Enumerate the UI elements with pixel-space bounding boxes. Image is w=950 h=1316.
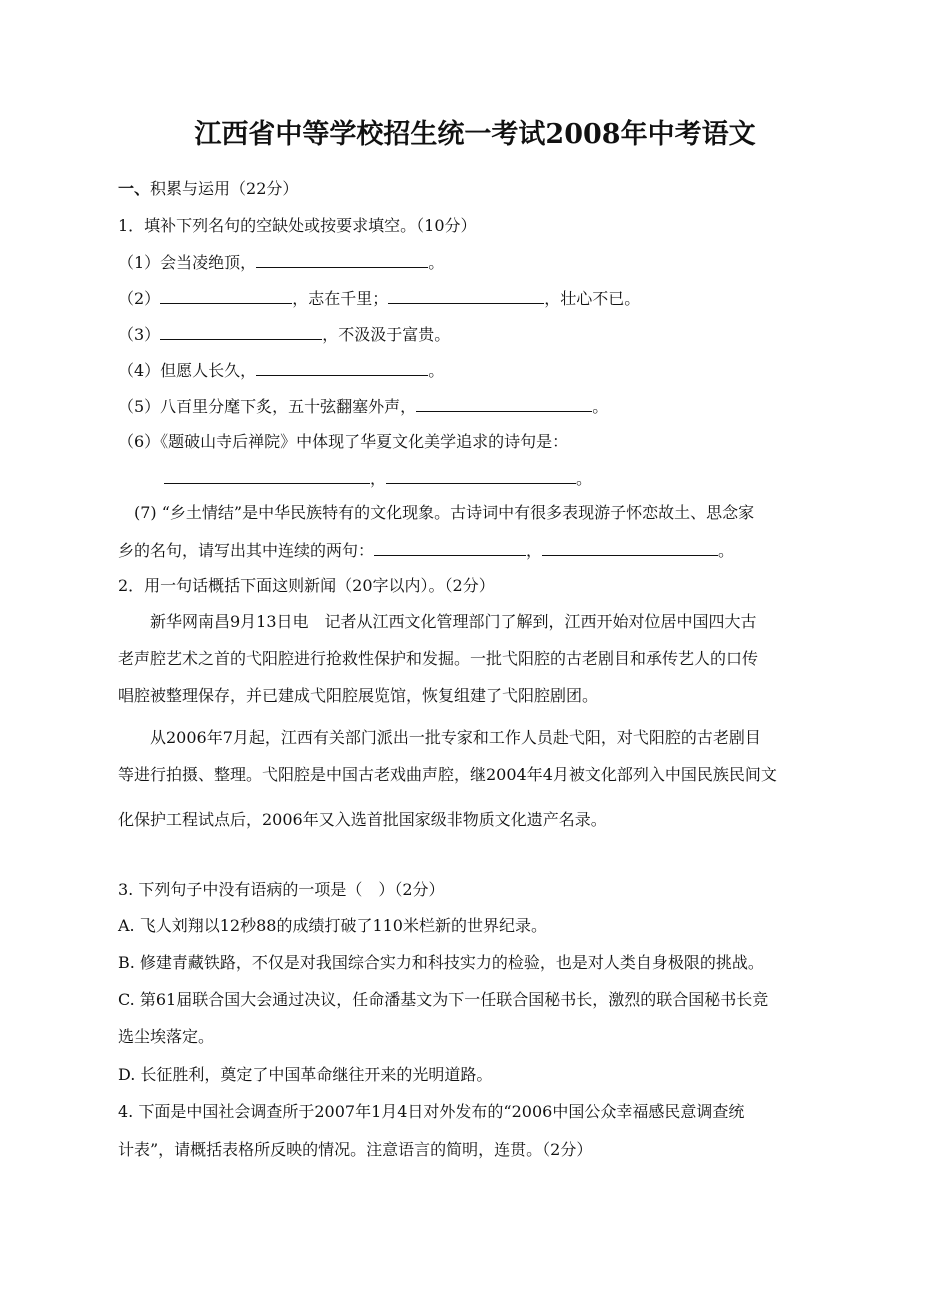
item-text: （5）八百里分麾下炙，五十弦翻塞外声， — [118, 397, 417, 416]
answer-blank — [256, 360, 428, 376]
option-c-continued: 选尘埃落定。 — [118, 1027, 215, 1046]
option-a: A. 飞人刘翔以12秒88的成绩打破了110米栏新的世界纪录。 — [118, 916, 547, 935]
option-d: D. 长征胜利，奠定了中国革命继往开来的光明道路。 — [118, 1065, 493, 1084]
section-heading — [118, 179, 298, 199]
item-text: ，不汲汲于富贵。 — [322, 325, 451, 344]
item-text: 。 — [576, 469, 593, 488]
item-text: 。 — [428, 361, 445, 380]
item-text: ， — [526, 541, 543, 560]
answer-blank — [386, 468, 576, 484]
question-1-item-1 — [118, 252, 444, 273]
news-paragraph-2-line: 化保护工程试点后，2006年又入选首批国家级非物质文化遗产名录。 — [118, 810, 607, 829]
news-paragraph-1-line: 唱腔被整理保存，并已建成弋阳腔展览馆，恢复组建了弋阳腔剧团。 — [118, 686, 599, 705]
item-text: 乡的名句，请写出其中连续的两句： — [118, 541, 375, 560]
answer-blank — [256, 252, 428, 268]
answer-blank — [388, 288, 544, 304]
question-3-stem: 3. 下列句子中没有语病的一项是（ ）（2分） — [118, 880, 445, 899]
answer-blank — [416, 396, 592, 412]
option-c: C. 第61届联合国大会通过决议，任命潘基文为下一任联合国秘书长，激烈的联合国秘书长竞 — [118, 990, 769, 1009]
question-1-item-2 — [118, 288, 640, 309]
page-title: 江西省中等学校招生统一考试2008年中考语文 — [194, 119, 756, 150]
item-text: 。 — [592, 397, 609, 416]
question-4-stem-continued: 计表”，请概括表格所反映的情况。注意语言的简明，连贯。（2分） — [118, 1140, 593, 1159]
item-text: （3） — [118, 325, 161, 344]
item-text: ，志在千里； — [292, 289, 389, 308]
answer-blank — [160, 324, 322, 340]
item-text: 。 — [718, 541, 735, 560]
question-4-stem: 4. 下面是中国社会调查所于2007年1月4日对外发布的“2006中国公众幸福感民意调查统 — [118, 1102, 745, 1121]
question-1-item-6: （6）《题破山寺后禅院》中体现了华夏文化美学追求的诗句是： — [118, 432, 569, 451]
question-1-stem: 1．填补下列名句的空缺处或按要求填空。（10分） — [118, 216, 477, 235]
question-1-item-7-answer — [118, 540, 734, 561]
option-b: B. 修建青藏铁路，不仅是对我国综合实力和科技实力的检验，也是对人类自身极限的挑战。 — [118, 953, 764, 972]
question-1-item-3 — [118, 324, 450, 345]
news-paragraph-2-line: 等进行拍摄、整理。弋阳腔是中国古老戏曲声腔，继2004年4月被文化部列入中国民族民间文 — [118, 765, 777, 784]
item-text: （4）但愿人长久， — [118, 361, 257, 380]
news-paragraph-1-line: 新华网南昌9月13日电 记者从江西文化管理部门了解到，江西开始对位居中国四大古 — [150, 612, 757, 631]
news-paragraph-1-line: 老声腔艺术之首的弋阳腔进行抢救性保护和发掘。一批弋阳腔的古老剧目和承传艺人的口传 — [118, 649, 759, 668]
answer-blank — [542, 540, 718, 556]
answer-blank — [374, 540, 526, 556]
section-title: 积累与运用（22分） — [150, 179, 299, 198]
item-text: （1）会当凌绝顶， — [118, 253, 257, 272]
item-text: 。 — [428, 253, 445, 272]
question-1-item-6-answer — [164, 468, 592, 489]
answer-blank — [160, 288, 292, 304]
item-text: （2） — [118, 289, 161, 308]
section-number: 一、 — [118, 179, 151, 198]
question-1-item-4 — [118, 360, 444, 381]
question-1-item-7: (7) “乡土情结”是中华民族特有的文化现象。古诗词中有很多表现游子怀恋故土、思念家 — [134, 503, 755, 522]
question-2-stem: 2．用一句话概括下面这则新闻（20字以内）。（2分） — [118, 576, 495, 595]
item-text: ， — [370, 469, 387, 488]
item-text: ，壮心不已。 — [544, 289, 641, 308]
news-paragraph-2-line: 从2006年7月起，江西有关部门派出一批专家和工作人员赴弋阳，对弋阳腔的古老剧目 — [150, 728, 761, 747]
answer-blank — [164, 468, 370, 484]
question-1-item-5 — [118, 396, 608, 417]
